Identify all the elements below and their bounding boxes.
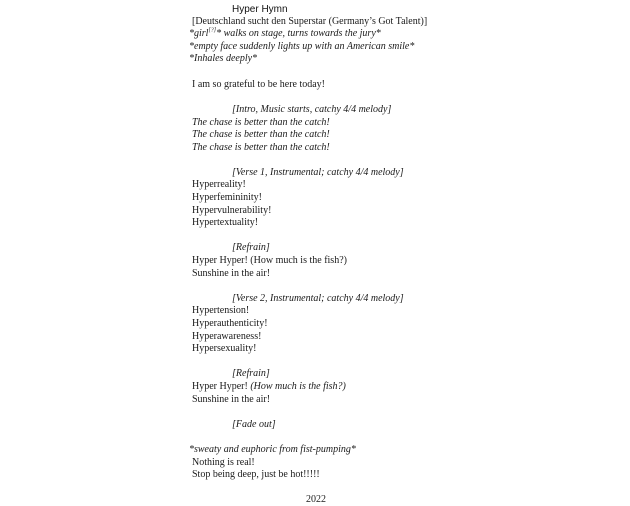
intro-line: The chase is better than the catch! [192,142,330,153]
show-context-bracket: [Deutschland sucht den Superstar (Germany’s Got Talent)] [192,16,428,27]
refrain1-line: Sunshine in the air! [192,268,271,279]
verse2-line: Hypertension! [192,305,250,316]
verse2-line: Hyperauthenticity! [192,318,268,329]
verse1-line: Hypervulnerability! [192,205,272,216]
verse2-line: Hyperawareness! [192,331,262,342]
stage-direction-sweaty: *sweaty and euphoric from fist-pumping* [189,444,356,455]
refrain2-line: Sunshine in the air! [192,394,271,405]
spoken-line: I am so grateful to be here today! [192,79,326,90]
intro-line: The chase is better than the catch! [192,129,330,140]
poem-title: Hyper Hymn [232,4,288,15]
outro-line: Nothing is real! [192,457,255,468]
stage-direction-part: * walks on stage, turns towards the jury* [216,28,381,39]
stage-direction-part: *girl [189,28,209,39]
stage-direction-smile: *empty face suddenly lights up with an American smile* [189,41,415,52]
year: 2022 [306,494,326,505]
intro-line: The chase is better than the catch! [192,117,330,128]
refrain2-text: Hyper Hyper! [192,381,251,392]
intro-heading: [Intro, Music starts, catchy 4/4 melody] [232,104,392,115]
stage-direction-walks [189,28,381,41]
verse1-line: Hyperfemininity! [192,192,262,203]
verse1-line: Hyperreality! [192,179,246,190]
refrain2-line [192,381,346,394]
stage-direction-inhales: *Inhales deeply* [189,53,258,64]
outro-line: Stop being deep, just be hot!!!!! [192,469,320,480]
refrain1-heading: [Refrain] [232,242,270,253]
verse2-heading: [Verse 2, Instrumental; catchy 4/4 melody] [232,293,404,304]
refrain2-question: (How much is the fish?) [250,381,346,392]
verse1-heading: [Verse 1, Instrumental; catchy 4/4 melody] [232,167,404,178]
verse1-line: Hypertextuality! [192,217,259,228]
refrain1-line: Hyper Hyper! (How much is the fish?) [192,255,347,266]
refrain2-heading: [Refrain] [232,368,270,379]
verse2-line: Hypersexuality! [192,343,257,354]
fade-out-heading: [Fade out] [232,419,276,430]
citation-needed-marker: [?] [208,27,217,34]
